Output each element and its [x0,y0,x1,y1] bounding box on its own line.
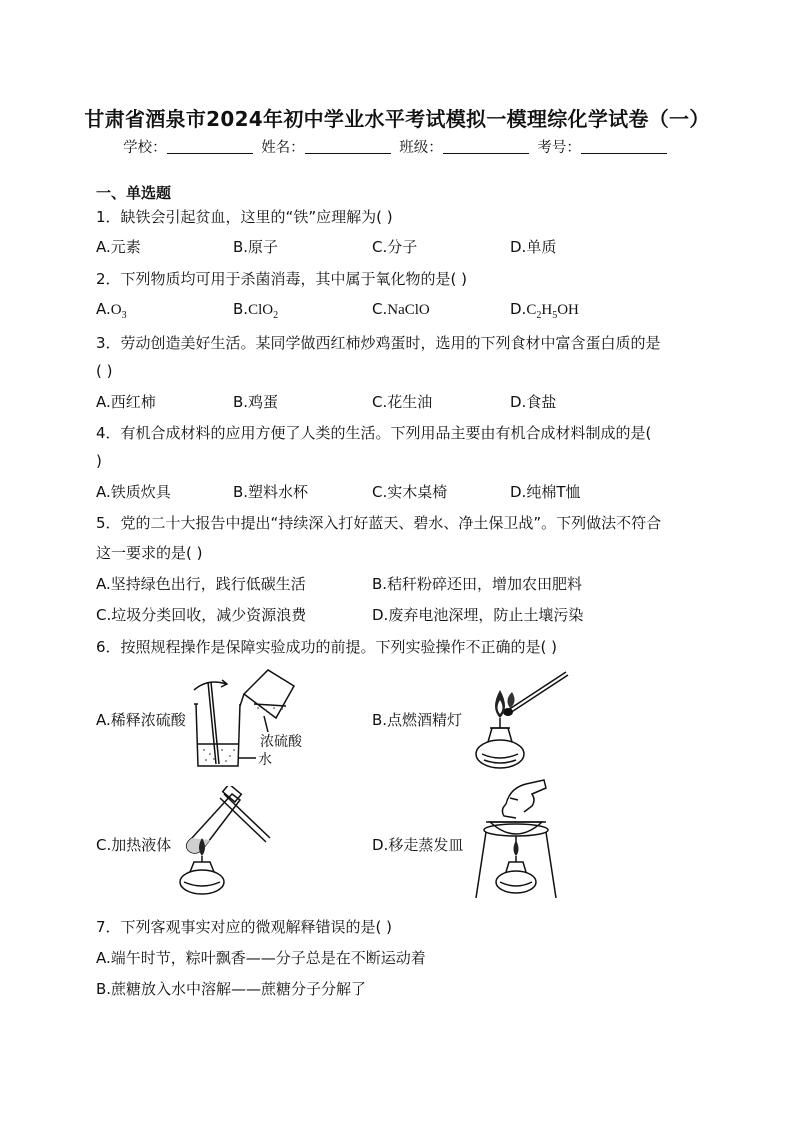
q1-stem: 1．缺铁会引起贫血，这里的“铁”应理解为( ) [96,208,393,226]
q2-option-c-formula: NaClO [387,302,430,318]
q3-option-b[interactable]: B.鸡蛋 [233,393,279,411]
q2-option-b-letter: B. [233,300,249,318]
q6-stem: 6．按照规程操作是保障实验成功的前提。下列实验操作不正确的是( ) [96,638,558,656]
q2-option-a-formula: $O_3$ [110,302,127,321]
school-label: 学校： [123,140,167,156]
q3-stem-line2: ( ) [96,362,113,380]
q2-option-d[interactable] [510,300,579,321]
q1-option-b[interactable]: B.原子 [233,238,279,256]
q4-option-a[interactable]: A.铁质炊具 [96,483,171,501]
q7-stem: 7．下列客观事实对应的微观解释错误的是( ) [96,918,393,936]
q3-option-d[interactable]: D.食盐 [510,393,557,411]
q2-option-b[interactable] [233,300,278,321]
q5-stem-line1: 5．党的二十大报告中提出“持续深入打好蓝天、碧水、净土保卫战”。下列做法不符合 [96,514,662,532]
q1-option-d[interactable]: D.单质 [510,238,557,256]
q5-stem-line2: 这一要求的是( ) [96,544,203,562]
name-blank[interactable] [305,139,391,154]
q5-option-c[interactable]: C.垃圾分类回收，减少资源浪费 [96,606,307,624]
q1-option-a[interactable]: A.元素 [96,238,141,256]
q6-option-a[interactable]: A.稀释浓硫酸 [96,711,186,729]
school-blank[interactable] [167,139,253,154]
class-label: 班级： [399,140,443,156]
exam-number-blank[interactable] [581,139,667,154]
q7-option-b[interactable]: B.蔗糖放入水中溶解——蔗糖分子分解了 [96,980,367,998]
lighting-lamp-figure [470,662,574,776]
q6-option-c[interactable]: C.加热液体 [96,836,172,854]
q3-stem-line1: 3．劳动创造美好生活。某同学做西红柿炒鸡蛋时，选用的下列食材中富含蛋白质的是 [96,334,661,352]
q4-option-d[interactable]: D.纯棉T恤 [510,483,581,501]
remove-dish-figure [466,774,566,902]
q4-stem-line1: 4．有机合成材料的应用方便了人类的生活。下列用品主要由有机合成材料制成的是( [96,424,652,442]
q2-option-d-letter: D. [510,300,527,318]
q6-option-d[interactable]: D.移走蒸发皿 [372,836,464,854]
q6-option-b[interactable]: B.点燃酒精灯 [372,711,463,729]
section-heading: 一、单选题 [96,184,172,202]
q5-option-d[interactable]: D.废弃电池深埋，防止土壤污染 [372,606,584,624]
q4-option-b[interactable]: B.塑料水杯 [233,483,309,501]
q2-option-c[interactable] [372,300,430,319]
water-label: 水 [258,751,272,767]
q1-option-c[interactable]: C.分子 [372,238,418,256]
student-info-line [0,136,794,157]
q3-option-c[interactable]: C.花生油 [372,393,433,411]
q3-option-a[interactable]: A.西红柿 [96,393,156,411]
q2-stem: 2．下列物质均可用于杀菌消毒，其中属于氧化物的是( ) [96,270,468,288]
q2-option-b-formula: ClO$_2$ [248,302,279,321]
heating-liquid-figure [170,786,274,898]
exam-number-label: 考号： [537,140,581,156]
q7-option-a[interactable]: A.端午时节，粽叶飘香——分子总是在不断运动着 [96,949,426,967]
page-title: 甘肃省酒泉市2024年初中学业水平考试模拟一模理综化学试卷（一） [84,107,710,131]
dilute-acid-figure [186,664,312,774]
q2-option-a[interactable] [96,300,127,321]
q2-option-d-formula: $C_2H_5OH$ [526,302,579,321]
q4-option-c[interactable]: C.实木桌椅 [372,483,448,501]
q5-option-a[interactable]: A.坚持绿色出行，践行低碳生活 [96,575,306,593]
q2-option-a-letter: A. [96,300,111,318]
class-blank[interactable] [443,139,529,154]
concentrated-acid-label: 浓硫酸 [260,733,302,749]
name-label: 姓名： [261,140,305,156]
q2-option-c-letter: C. [372,300,388,318]
q5-option-b[interactable]: B.秸秆粉碎还田，增加农田肥料 [372,575,583,593]
q4-stem-line2: ) [96,452,102,470]
